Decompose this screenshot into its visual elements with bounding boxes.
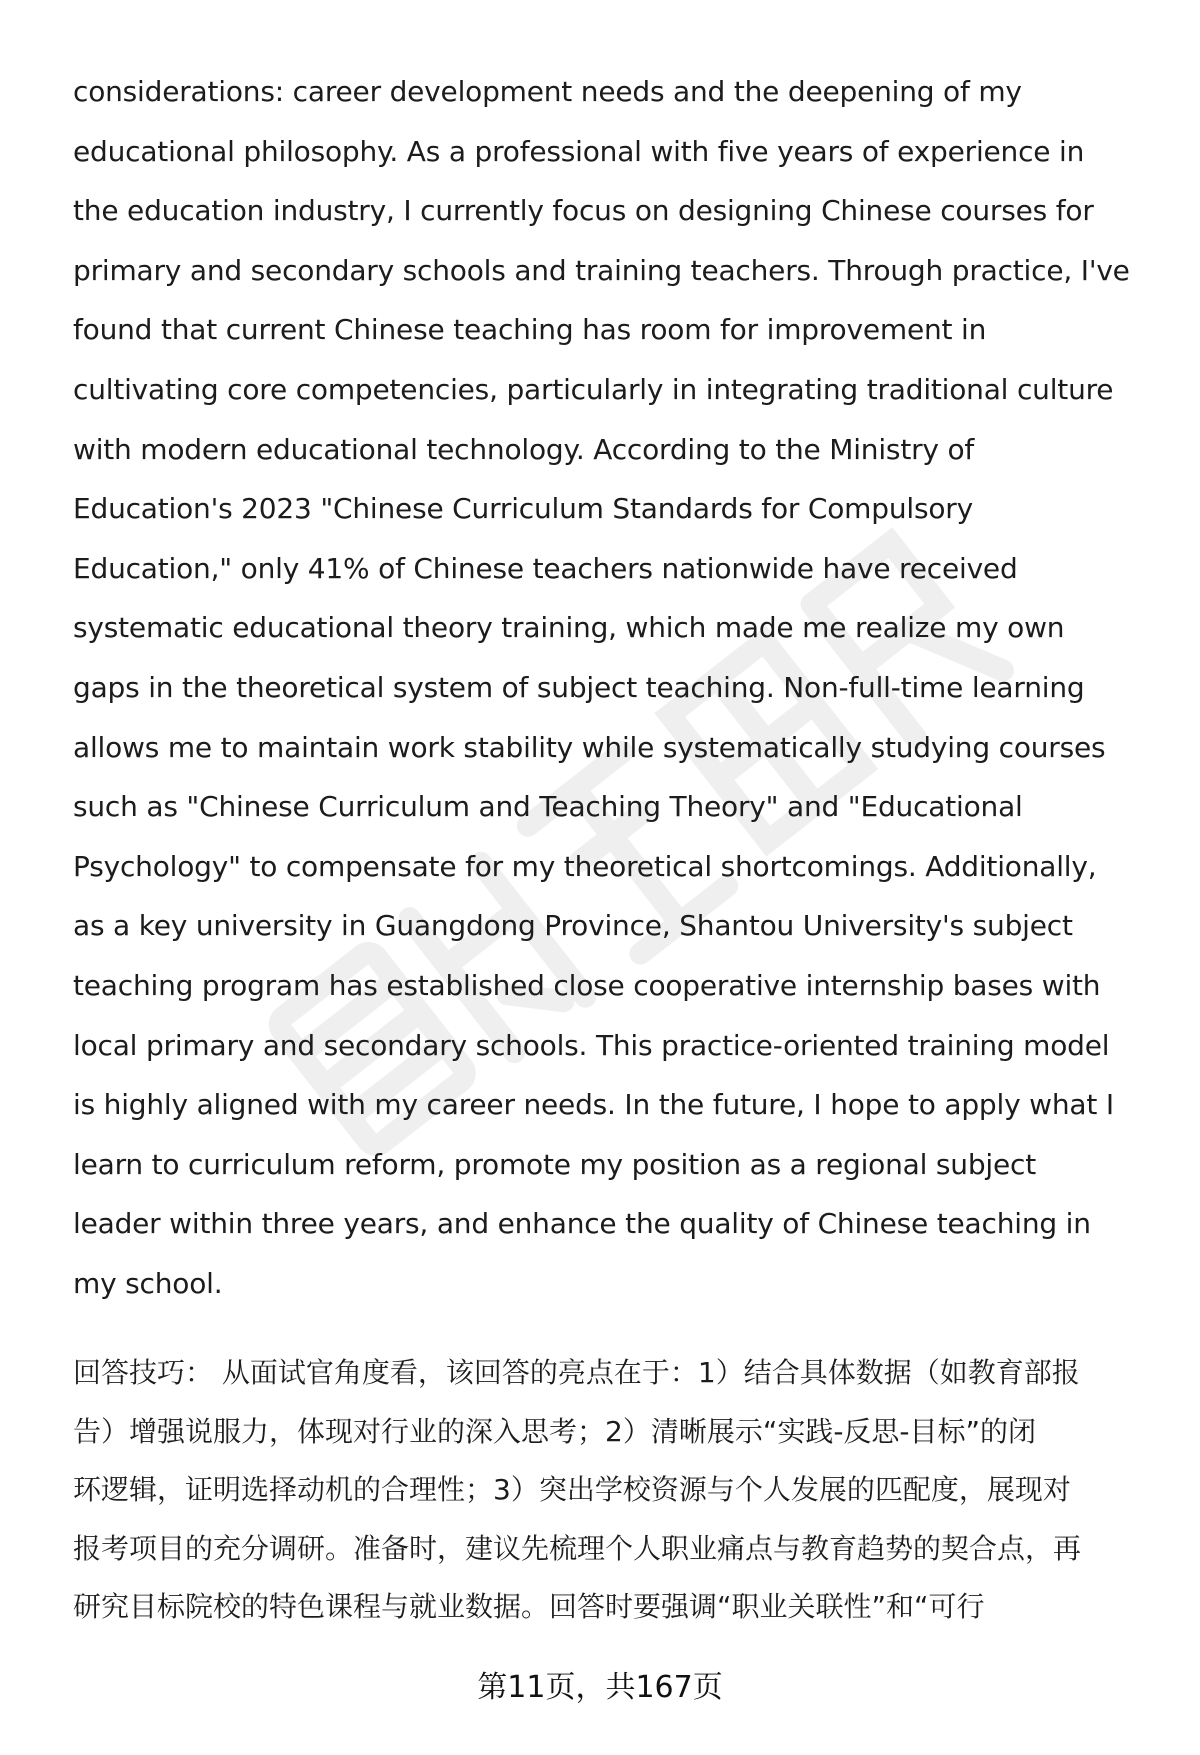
body-line: primary and secondary schools and training teachers. Through practice, I've (73, 253, 1130, 287)
body-line: my school. (73, 1266, 223, 1300)
answer-tips-paragraph (73, 1344, 1153, 1637)
body-line: gaps in the theoretical system of subject teaching. Non-full-time learning (73, 670, 1085, 704)
body-line: considerations: career development needs and the deepening of my (73, 75, 1022, 108)
tips-line: 告）增强说服力，体现对行业的深入思考；2）清晰展示“实践-反思-目标”的闭 (73, 1414, 1037, 1448)
tips-line: 研究目标院校的特色课程与就业数据。回答时要强调“职业关联性”和“可行 (73, 1590, 985, 1623)
body-line: teaching program has established close cooperative internship bases with (73, 968, 1101, 1002)
body-line: Education," only 41% of Chinese teachers nationwide have received (73, 551, 1018, 585)
body-line: such as "Chinese Curriculum and Teaching Theory" and "Educational (73, 790, 1023, 824)
body-line: found that current Chinese teaching has room for improvement in (73, 313, 987, 347)
body-line: systematic educational theory training, which made me realize my own (73, 611, 1065, 645)
tips-line: 回答技巧： 从面试官角度看，该回答的亮点在于：1）结合具体数据（如教育部报 (73, 1356, 1080, 1389)
body-line: allows me to maintain work stability while systematically studying courses (73, 730, 1106, 764)
body-line: the education industry, I currently focus on designing Chinese courses for (73, 194, 1094, 228)
body-line: is highly aligned with my career needs. In the future, I hope to apply what I (73, 1088, 1114, 1122)
body-line: local primary and secondary schools. This practice-oriented training model (73, 1028, 1110, 1062)
tips-line: 报考项目的充分调研。准备时，建议先梳理个人职业痛点与教育趋势的契合点，再 (73, 1531, 1082, 1565)
body-line: as a key university in Guangdong Province, Shantou University's subject (73, 909, 1073, 943)
body-line: cultivating core competencies, particularly in integrating traditional culture (73, 372, 1114, 406)
body-line: Psychology" to compensate for my theoretical shortcomings. Additionally, (73, 849, 1097, 883)
body-line: with modern educational technology. According to the Ministry of (73, 432, 975, 466)
body-paragraph (73, 62, 1153, 1313)
page-number-footer: 第11页，共167页 (477, 1670, 723, 1705)
body-line: learn to curriculum reform, promote my position as a regional subject (73, 1147, 1036, 1181)
body-line: educational philosophy. As a professional with five years of experience in (73, 134, 1085, 168)
body-line: leader within three years, and enhance the quality of Chinese teaching in (73, 1207, 1091, 1241)
body-line: Education's 2023 "Chinese Curriculum Standards for Compulsory (73, 492, 973, 526)
tips-line: 环逻辑，证明选择动机的合理性；3）突出学校资源与个人发展的匹配度，展现对 (73, 1473, 1071, 1506)
